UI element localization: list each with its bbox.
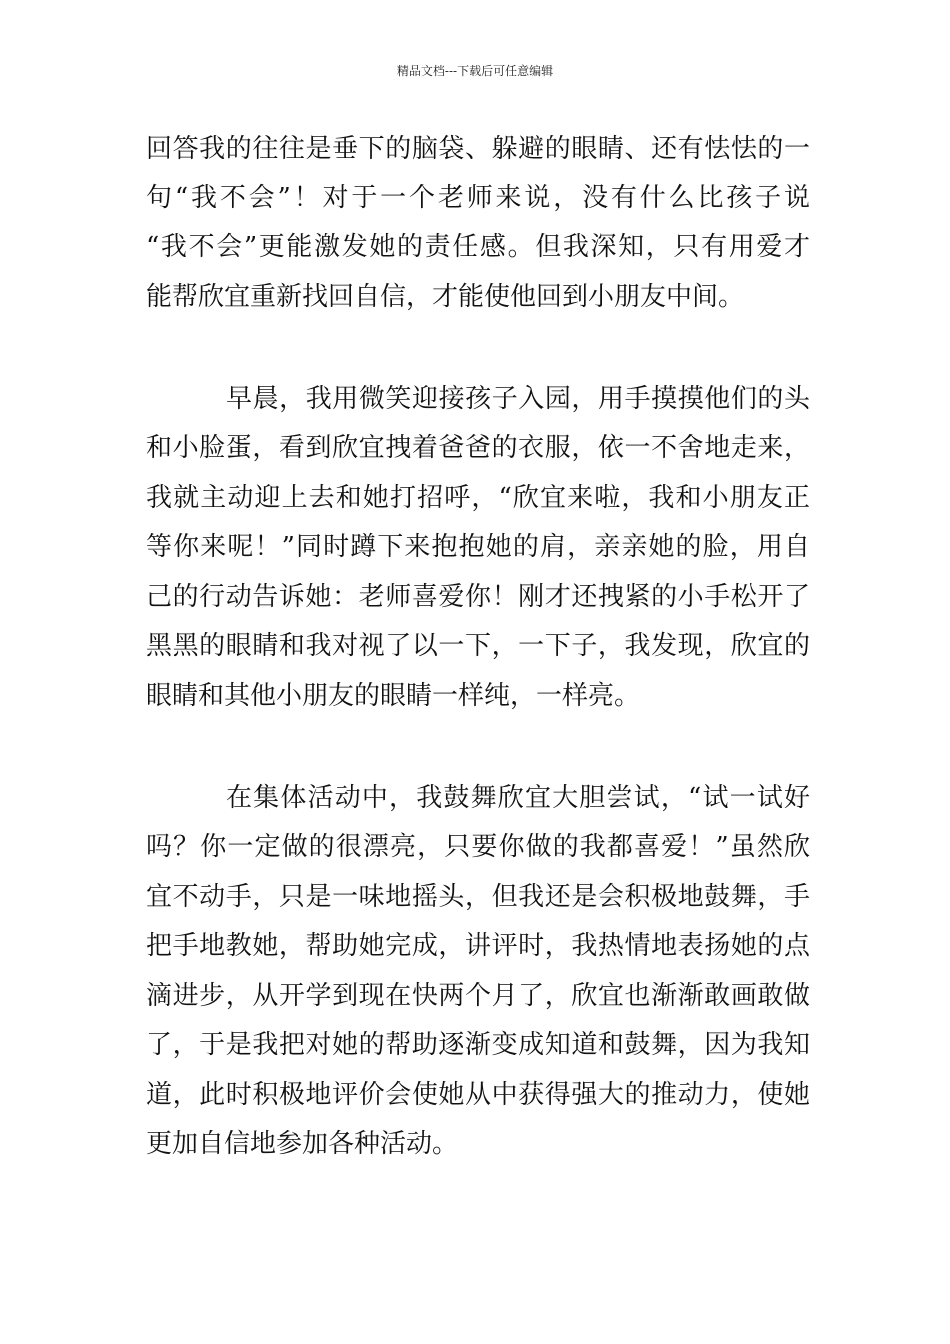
paragraph-2-line-1: 早晨，我用微笑迎接孩子入园，用手摸摸他们的头 [226,384,810,414]
paragraph-3-line-5: 滴进步，从开学到现在快两个月了，欣宜也渐渐敢画敢做 [146,981,810,1011]
paragraph-2-line-4: 等你来呢！”同时蹲下来抱抱她的肩，亲亲她的脸，用自 [146,532,810,562]
paragraph-1-line-2: 句“我不会”！对于一个老师来说，没有什么比孩子说 [146,183,810,213]
paragraph-3-line-2: 吗？你一定做的很漂亮，只要你做的我都喜爱！”虽然欣 [146,832,810,862]
paragraph-2-line-2: 和小脸蛋，看到欣宜拽着爸爸的衣服，依一不舍地走来， [146,433,810,463]
paragraph-3-line-7: 道，此时积极地评价会使她从中获得强大的推动力，使她 [146,1080,810,1110]
paragraph-3-line-6: 了，于是我把对她的帮助逐渐变成知道和鼓舞，因为我知 [146,1030,810,1060]
paragraph-3-line-4: 把手地教她，帮助她完成，讲评时，我热情地表扬她的点 [146,931,810,961]
paragraph-2-line-6: 黑黑的眼睛和我对视了以一下，一下子，我发现，欣宜的 [146,631,810,661]
paragraph-3-line-3: 宜不动手，只是一味地摇头，但我还是会积极地鼓舞，手 [146,882,810,912]
paragraph-2-line-7: 眼睛和其他小朋友的眼睛一样纯，一样亮。 [146,681,641,711]
paragraph-2-line-3: 我就主动迎上去和她打招呼，“欣宜来啦，我和小朋友正 [146,483,810,513]
paragraph-1-line-4: 能帮欣宜重新找回自信，才能使他回到小朋友中间。 [146,282,745,312]
paragraph-3-line-1: 在集体活动中，我鼓舞欣宜大胆尝试，“试一试好 [226,783,810,813]
paragraph-3-line-8: 更加自信地参加各种活动。 [146,1129,459,1159]
paragraph-1-line-3: “我不会”更能激发她的责任感。但我深知，只有用爱才 [146,232,810,262]
paragraph-1-line-1: 回答我的往往是垂下的脑袋、躲避的眼睛、还有怯怯的一 [146,134,810,164]
paragraph-2-line-5: 己的行动告诉她：老师喜爱你！刚才还拽紧的小手松开了 [146,582,810,612]
page-header: 精品文档---下载后可任意编辑 [396,64,554,78]
